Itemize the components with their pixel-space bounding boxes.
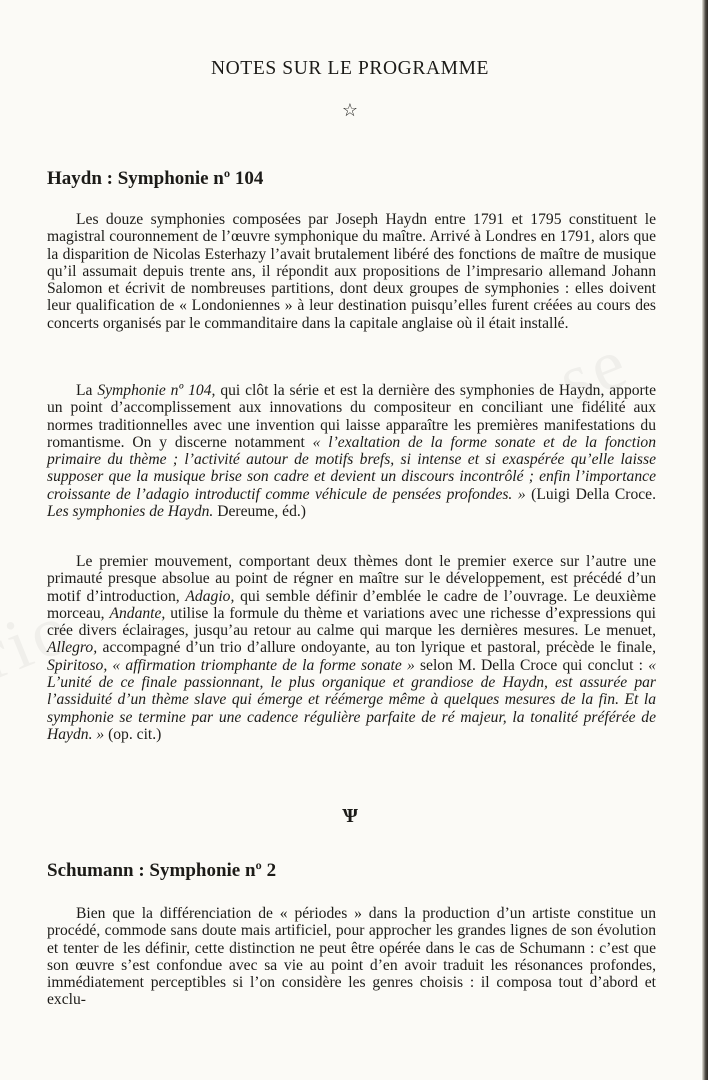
star-ornament-icon: ☆ <box>341 100 359 120</box>
text-run: accompagné d’un trio d’allure ondoyante, au ton lyrique et pastoral, précède le finale, <box>97 639 656 657</box>
italic-run: Symphonie nº 104, <box>97 382 216 399</box>
text-run: Le premier mouvement, comportant deux thèmes dont le premier exerce sur l’autre une primauté presque absolue au point de régner en maître sur le développement, est précédé d’un motif d’introduction, <box>47 553 656 605</box>
text-run: Dereume, éd.) <box>213 503 306 521</box>
text-run: qui clôt la série et est la dernière des symphonies de Haydn, apporte un point d’accomplissement aux innovations du compositeur en conciliant une fidélité aux normes traditionnelles avec une invention qui laisse apparaître les premières manifestations du romantisme. On y discerne notamment <box>47 382 656 451</box>
italic-run: Andante, <box>109 604 166 622</box>
text-run: La <box>76 382 98 399</box>
italic-run: Allegro, <box>47 639 98 657</box>
section-heading-haydn: Haydn : Symphonie nº 104 <box>47 168 264 189</box>
text-run: (Luigi Della Croce. <box>525 485 656 503</box>
page-title: NOTES SUR LE PROGRAMME <box>210 58 490 79</box>
book-title: Les symphonies de Haydn. <box>47 503 214 521</box>
text-run: selon M. Della Croce qui conclut : <box>414 656 649 674</box>
text-run: utilise la formule du thème et variations avec une richesse d’expressions qui crée divers éclairages, jusqu’au retour au calme qui marque les dernières mesures. Le menuet, <box>47 604 656 640</box>
text-run: (op. cit.) <box>104 725 162 743</box>
text-run: qui semble définir d’emblée le cadre de l’ouvrage. Le deuxième morceau, <box>47 587 656 622</box>
quotation: « l’exaltation de la forme sonate et de la fonction primaire du thème ; l’activité autour de motifs brefs, si intense et si exaspérée qu’elle laisse supposer que la musique brise son cadre et devient un discours incontrôlé ; enfin l’importance croissante de l’adagio introductif comme véhicule de pensées profondes. » <box>47 433 656 503</box>
section-heading-schumann: Schumann : Symphonie nº 2 <box>47 860 277 881</box>
paragraph: Les douze symphonies composées par Joseph Haydn entre 1791 et 1795 constituent le magistral couronnement de l’œuvre symphonique du maître. Arrivé à Londres en 1791, alors que la disparition de Nicolas Esterhazy l’avait brutalement libéré des fonctions de maître de musique qu’il assumait depuis trente ans, il répondit aux propositions de l’impresario allemand Johann Salomon et écrivit de nombreuses partitions, dont deux groupes de symphonies : elles doivent leur qualification de « Londoniennes » à leur destination puisqu’elles furent créées au cours des concerts organisés par le commanditaire dans la capitale anglaise où il était installé. <box>47 211 656 332</box>
lyre-ornament-icon: Ѱ <box>342 805 358 827</box>
quotation: « L’unité de ce finale passionnant, le plus organique et grandiose de Haydn, est assurée par l’assiduité d’un thème slave qui émerge et réémerge même à quelques mesures de la fin. Et la symphonie se termine par une cadence régulière parfaite de ré majeur, la tonalité préférée de Haydn. » <box>47 656 656 743</box>
paragraph: Bien que la différenciation de « périodes » dans la production d’un artiste constitue un procédé, commode sans doute mais artificiel, pour approcher les grandes lignes de son évolution et tenter de les définir, cette distinction ne peut être opérée dans le cas de Schumann : c’est que son œuvre s’est confondue avec sa vie au point d’en avoir traduit les résonances profondes, immédiatement perceptibles si l’on considère les genres choisis : il composa tout d’abord et exclu- <box>47 905 656 1009</box>
page-edge <box>702 0 708 1080</box>
italic-run: Spiritoso, « affirmation triomphante de la forme sonate » <box>47 656 415 674</box>
paragraph <box>47 382 656 520</box>
italic-run: Adagio, <box>185 587 235 605</box>
paragraph <box>47 553 656 743</box>
